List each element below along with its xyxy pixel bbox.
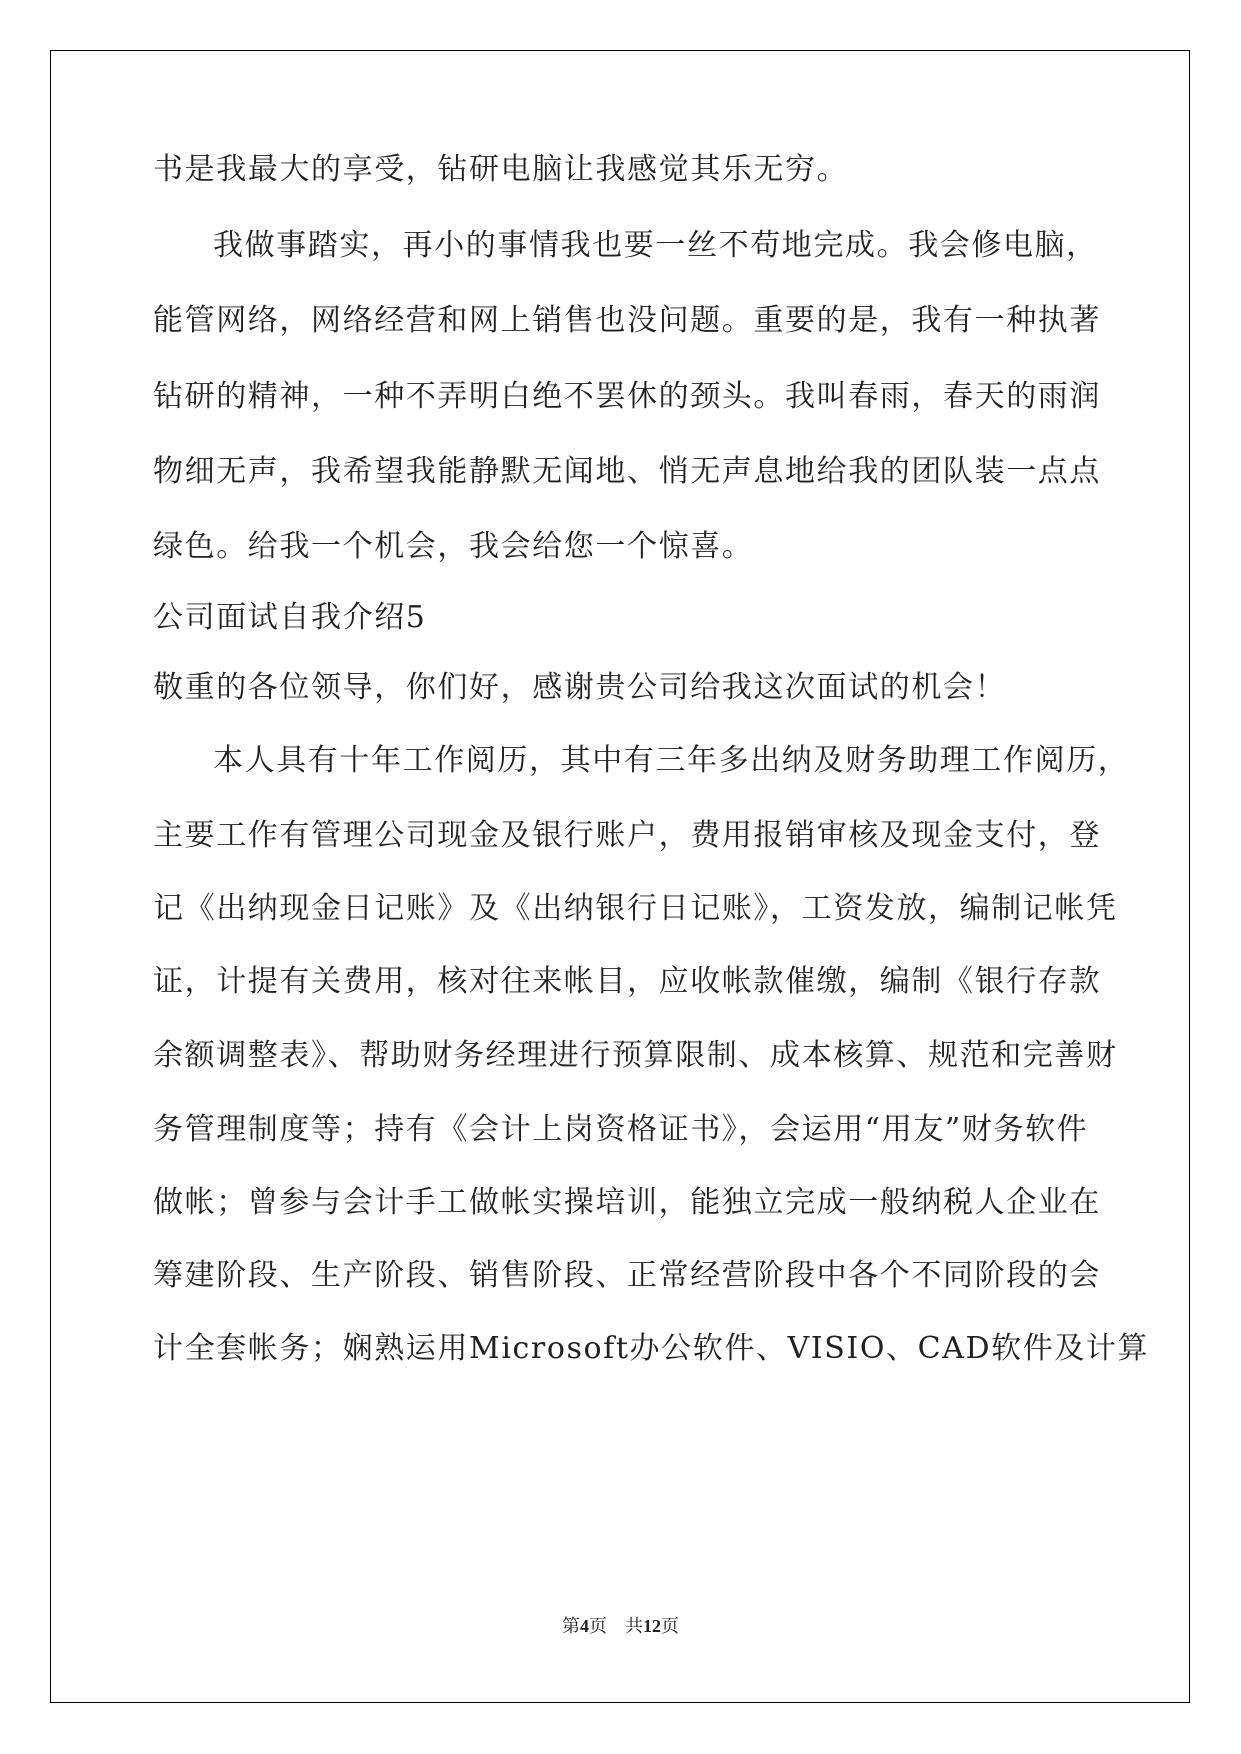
footer-prefix: 第 bbox=[562, 1616, 580, 1636]
page-border bbox=[50, 50, 1190, 1703]
total-page-count: 12 bbox=[643, 1616, 661, 1636]
text-line: 记《出纳现金日记账》及《出纳银行日记账》，工资发放，编制记帐凭 bbox=[153, 891, 1118, 926]
text-line: 证，计提有关费用，核对往来帐目，应收帐款催缴，编制《银行存款 bbox=[153, 964, 1101, 999]
text-line: 能管网络，网络经营和网上销售也没问题。重要的是，我有一种执著 bbox=[153, 303, 1101, 338]
text-line: 绿色。给我一个机会，我会给您一个惊喜。 bbox=[153, 529, 754, 564]
text-line: 筹建阶段、生产阶段、销售阶段、正常经营阶段中各个不同阶段的会 bbox=[153, 1258, 1101, 1293]
text-line: 本人具有十年工作阅历，其中有三年多出纳及财务助理工作阅历， bbox=[213, 743, 1130, 778]
text-line: 做帐；曾参与会计手工做帐实操培训，能独立完成一般纳税人企业在 bbox=[153, 1185, 1101, 1220]
current-page-number: 4 bbox=[580, 1616, 589, 1636]
text-line: 余额调整表》、帮助财务经理进行预算限制、成本核算、规范和完善财 bbox=[153, 1038, 1118, 1073]
text-line: 我做事踏实，再小的事情我也要一丝不苟地完成。我会修电脑， bbox=[213, 228, 1098, 263]
text-line: 物细无声，我希望我能静默无闻地、悄无声息地给我的团队装一点点 bbox=[153, 454, 1101, 489]
footer-suffix: 页 bbox=[661, 1616, 679, 1636]
text-line: 敬重的各位领导，你们好，感谢贵公司给我这次面试的机会！ bbox=[153, 670, 1007, 705]
text-line: 钻研的精神，一种不弄明白绝不罢休的颈头。我叫春雨，春天的雨润 bbox=[153, 379, 1101, 414]
section-heading: 公司面试自我介绍5 bbox=[153, 600, 427, 635]
text-line: 主要工作有管理公司现金及银行账户，费用报销审核及现金支付，登 bbox=[153, 818, 1101, 853]
footer-mid: 页 共 bbox=[589, 1616, 643, 1636]
text-line: 书是我最大的享受，钻研电脑让我感觉其乐无穷。 bbox=[153, 152, 849, 187]
text-line: 计全套帐务；娴熟运用Microsoft办公软件、VISIO、CAD软件及计算 bbox=[153, 1331, 1150, 1366]
text-line: 务管理制度等；持有《会计上岗资格证书》，会运用“用友”财务软件 bbox=[153, 1112, 1089, 1147]
page-footer bbox=[0, 1612, 1241, 1638]
